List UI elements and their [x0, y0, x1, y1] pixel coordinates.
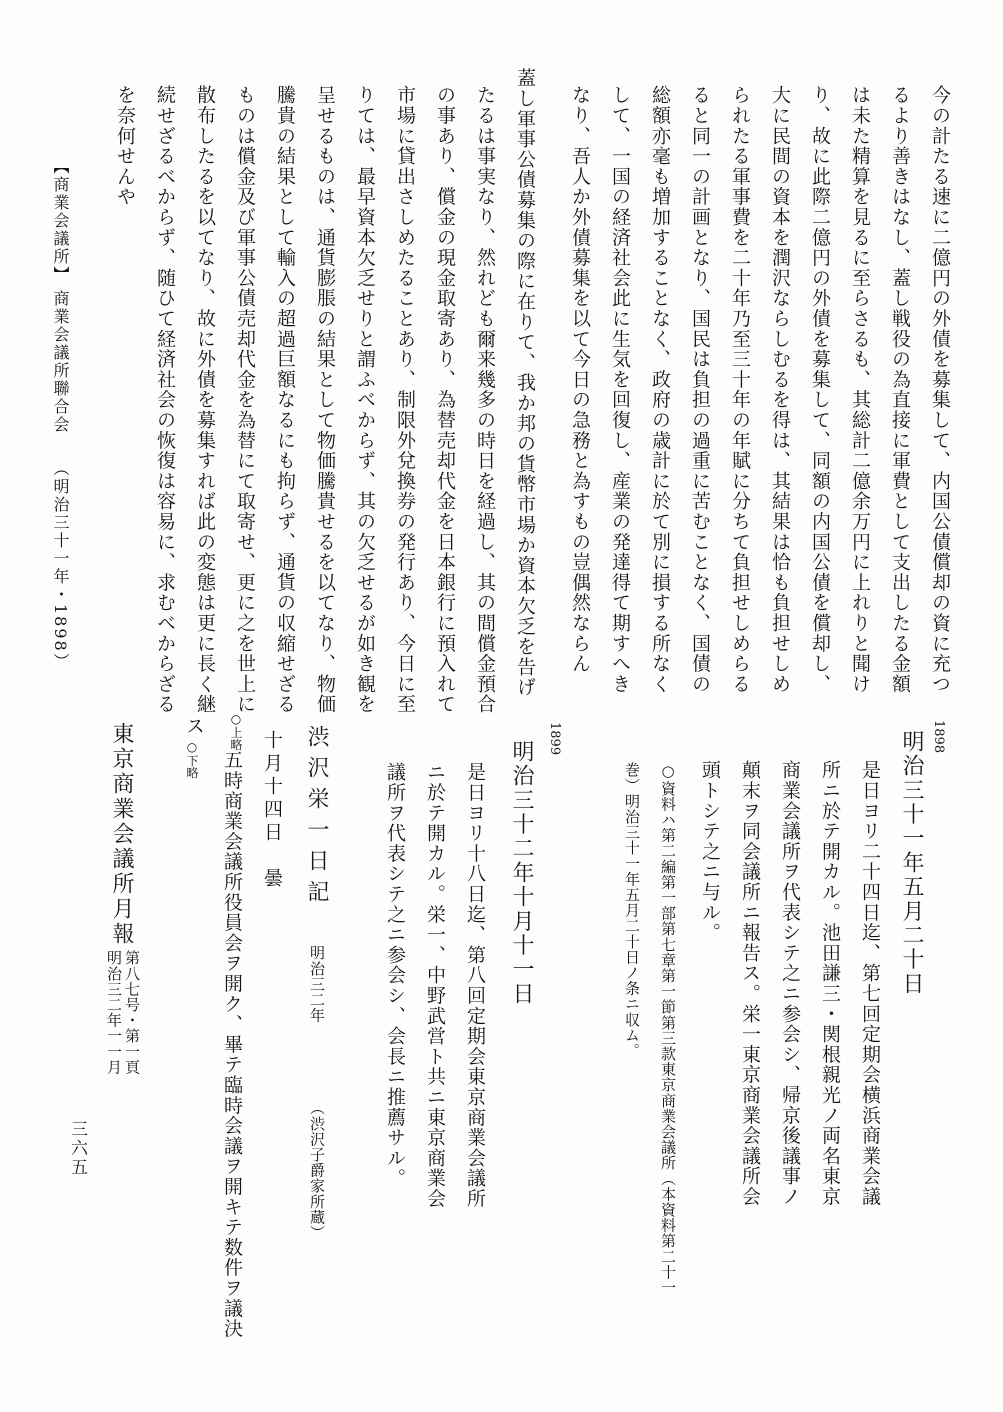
running-header-date: （明治三十一年・1898） [51, 460, 70, 671]
entry-1898-line: 顛末ヲ同会議所ニ報告ス。栄一東京商業会議所会 [739, 760, 761, 1207]
entry-1899-date: 明治三十二年十月十一日 [509, 740, 534, 1007]
monthly-report-date: 明治三二年一一月 [105, 950, 123, 1075]
entry-1899-line: ニ於テ開カル。栄一、中野武営ト共ニ東京商業会 [424, 762, 446, 1209]
upper-text-line: して、一国の経済社会此に生気を回復し、産業の発達得て期すへき [609, 85, 631, 694]
upper-text-line: 総額亦毫も増加することなく、政府の歳計に於て別に損する所なく [649, 85, 671, 694]
upper-text-line: の事あり、償金の現金取寄あり、為替売却代金を日本銀行に預入れて [434, 85, 456, 715]
entry-1899-year: 1899 [547, 722, 562, 756]
entry-1898-line: 是日ヨリ二十四日迄、第七回定期会横浜商業会議 [859, 760, 881, 1207]
running-header-section: 【商業会議所】 [51, 158, 70, 284]
upper-text-line: 市場に貸出さしめたることあり、制限外兌換券の発行あり、今日に至 [394, 85, 416, 715]
diary-omit-bottom: ○下略 [185, 740, 199, 779]
page-number: 三六五 [67, 1120, 87, 1177]
entry-1898-line: 頭トシテ之ニ与ル。 [699, 760, 721, 943]
diary-year: 明治三二年 [308, 945, 326, 1023]
upper-text-line: ると同一の計画となり、国民は負担の過重に苦むことなく、国債の [689, 85, 711, 694]
upper-text-line: 騰貴の結果として輸入の超過巨額なるにも拘らず、通貨の収縮せざる [274, 85, 296, 715]
diary-date-line: 十月十四日 曇 [261, 730, 283, 891]
monthly-report-title: 東京商業会議所月報 [109, 722, 134, 947]
upper-text-line: 続せざるべからず、随ひて経済社会の恢復は容易に、求むべからざる [154, 85, 176, 715]
running-header-title: 商業会議所聯合会 [51, 290, 70, 434]
upper-text-line: られたる軍事費を二十年乃至三十年の年賦に分ちて負担せしめらる [729, 85, 751, 694]
upper-text-line: 蓋し軍事公債募集の際に在りて、我か邦の貨幣市場か資本欠乏を告げ [514, 68, 536, 698]
entry-1898-line: 所ニ於テ開カル。池田謙三・関根親光ノ両名東京 [819, 760, 841, 1207]
entry-1898-line: 商業会議所ヲ代表シテ之ニ参会シ、帰京後議事ノ [779, 760, 801, 1207]
upper-text-line: なり、吾人か外債募集を以て今日の急務と為すもの豈偶然ならん [569, 85, 591, 674]
entry-1898-year: 1898 [931, 720, 946, 754]
upper-text-line: 大に民間の資本を潤沢ならしむるを得は、其結果は恰も負担せしめ [769, 85, 791, 694]
upper-text-line: 散布したるを以てなり、故に外債を募集すれば此の変態は更に長く継 [194, 85, 216, 715]
upper-text-line: るより善きはなし、蓋し戦役の為直接に軍費として支出したる金額 [889, 85, 911, 694]
entry-1898-date: 明治三十一年五月二十日 [899, 730, 924, 997]
diary-line: 五時商業会議所役員会ヲ開ク、畢テ臨時会議ヲ開キテ数件ヲ議決 [221, 750, 243, 1339]
upper-text-line: ものは償金及び軍事公債売却代金を為替にて取寄せ、更に之を世上に [234, 85, 256, 715]
upper-text-line: は未た精算を見るに至らさるも、其総計二億余万円に上れりと聞け [849, 85, 871, 694]
upper-text-line: 呈せるものは、通貨膨脹の結果として物価騰貴せるを以てなり、物価 [314, 85, 336, 715]
upper-text-line: 今の計たる速に二億円の外債を募集して、内国公債償却の資に充つ [929, 85, 951, 694]
entry-1899-line: 議所ヲ代表シテ之ニ参会シ、会長ニ推薦サル。 [384, 762, 406, 1189]
entry-1898-note: ○資料ハ第二編第一部第七章第一節第三款東京商業会議所（本資料第二十一 [659, 762, 677, 1296]
upper-text-line: たるは事実なり、然れども爾来幾多の時日を経過し、其の間償金預合 [474, 85, 496, 715]
monthly-report-issue: 第八七号・第一頁 [123, 950, 141, 1075]
upper-text-line: りては、最早資本欠乏せりと謂ふべからず、其の欠乏せるが如き観を [354, 85, 376, 715]
upper-text-line: り、故に此際二億円の外債を募集して、同額の内国公債を償却し、 [809, 85, 831, 694]
upper-text-line: を奈何せんや [114, 85, 136, 207]
diary-source: （渋沢子爵家所蔵） [308, 1100, 326, 1241]
diary-title: 渋沢栄一日記 [304, 725, 329, 911]
entry-1898-note: 巻）明治三十一年五月二十日ノ条ニ収ム。 [623, 762, 641, 1059]
diary-omit-top: ○上略 [229, 712, 243, 751]
diary-line: ス [183, 716, 205, 737]
entry-1899-line: 是日ヨリ十八日迄、第八回定期会東京商業会議所 [464, 762, 486, 1209]
